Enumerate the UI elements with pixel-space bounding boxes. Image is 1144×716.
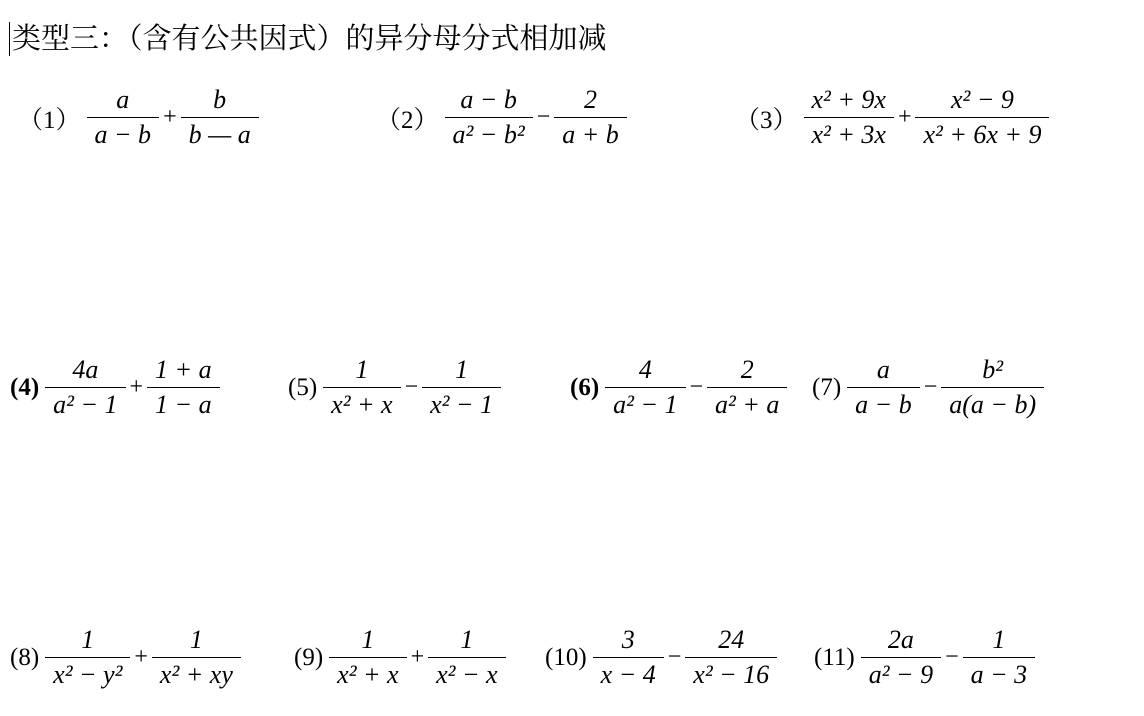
problem-label: (4) [10, 373, 40, 401]
problem-10 [545, 623, 779, 692]
problem-label: （3） [735, 106, 798, 134]
numerator: 1 + a [155, 355, 212, 384]
fraction [45, 353, 125, 422]
denominator: 1 − a [155, 390, 212, 419]
numerator: 2 [583, 85, 597, 114]
numerator: a − b [460, 85, 517, 114]
fraction [804, 83, 894, 152]
numerator: 1 [189, 625, 203, 654]
text-cursor [9, 22, 10, 56]
numerator: 1 [455, 355, 469, 384]
fraction [963, 623, 1036, 692]
denominator: a² − 9 [868, 660, 934, 689]
denominator: a − b [855, 390, 912, 419]
operator: − [923, 374, 938, 400]
denominator: x² − y² [53, 660, 123, 689]
denominator: a² + a [715, 390, 780, 419]
operator: − [667, 644, 682, 670]
operator: + [129, 374, 144, 400]
numerator: x² + 9x [811, 85, 886, 114]
problem-8 [10, 623, 243, 692]
problem-9 [294, 623, 508, 692]
denominator: x² + 6x + 9 [923, 120, 1042, 149]
numerator: 1 [81, 625, 95, 654]
problem-label: (11) [814, 643, 855, 671]
fraction [593, 623, 664, 692]
numerator: a [876, 355, 890, 384]
numerator: 2a [887, 625, 914, 654]
fraction [554, 83, 627, 152]
fraction [685, 623, 777, 692]
denominator: a² − 1 [53, 390, 118, 419]
operator: − [536, 104, 551, 130]
numerator: 1 [361, 625, 375, 654]
problem-label: (6) [570, 373, 600, 401]
fraction [941, 353, 1044, 422]
fraction [445, 83, 533, 152]
fraction [428, 623, 505, 692]
problem-label: (7) [812, 373, 842, 401]
operator: + [410, 644, 425, 670]
denominator: a + b [562, 120, 619, 149]
operator: + [134, 644, 148, 670]
fraction [147, 353, 220, 422]
operator: − [404, 374, 419, 400]
fraction [152, 623, 241, 692]
denominator: a² − b² [452, 120, 525, 149]
problem-5 [288, 353, 503, 422]
problem-6 [570, 353, 789, 422]
fraction [323, 353, 400, 422]
problem-7 [812, 353, 1046, 422]
numerator: 24 [718, 625, 745, 654]
denominator: b — a [188, 120, 251, 149]
numerator: 1 [460, 625, 474, 654]
fraction [707, 353, 787, 422]
numerator: a [116, 85, 130, 114]
denominator: x − 4 [600, 660, 656, 689]
denominator: x² + 3x [811, 120, 886, 149]
problem-label: (5) [288, 373, 318, 401]
fraction [87, 83, 160, 152]
problem-label: (10) [545, 643, 587, 671]
denominator: x² − x [436, 660, 498, 689]
operator: + [163, 104, 177, 130]
problem-label: (8) [10, 643, 40, 671]
fraction [181, 83, 259, 152]
operator: − [945, 644, 959, 670]
numerator: 4a [72, 355, 99, 384]
denominator: a − 3 [970, 660, 1028, 689]
problem-label: （2） [376, 106, 439, 134]
denominator: x² + xy [159, 660, 233, 689]
fraction [847, 353, 920, 422]
fraction [915, 83, 1049, 152]
fraction [605, 353, 685, 422]
problem-label: (9) [294, 643, 324, 671]
numerator: 3 [621, 625, 635, 654]
denominator: x² − 1 [430, 390, 494, 419]
fraction [45, 623, 130, 692]
numerator: b [213, 85, 227, 114]
problem-label: （1） [18, 106, 81, 134]
denominator: x² − 16 [693, 660, 770, 689]
denominator: a(a − b) [949, 390, 1037, 419]
numerator: 1 [992, 625, 1006, 654]
denominator: a² − 1 [613, 390, 678, 419]
fraction [422, 353, 501, 422]
denominator: x² + x [337, 660, 399, 689]
operator: − [689, 374, 704, 400]
problem-4 [10, 353, 222, 422]
problem-2 [376, 83, 629, 152]
numerator: 2 [740, 355, 754, 384]
fraction [329, 623, 406, 692]
numerator: x² − 9 [951, 85, 1014, 114]
numerator: b² [982, 355, 1004, 384]
problem-11 [814, 623, 1037, 692]
problem-1 [18, 83, 261, 152]
denominator: a − b [94, 120, 152, 149]
operator: + [897, 104, 912, 130]
denominator: x² + x [331, 390, 393, 419]
fraction [861, 623, 941, 692]
numerator: 4 [638, 355, 652, 384]
numerator: 1 [355, 355, 369, 384]
problem-3 [735, 83, 1051, 152]
section-heading: 类型三：（含有公共因式）的异分母分式相加减 [12, 21, 607, 55]
